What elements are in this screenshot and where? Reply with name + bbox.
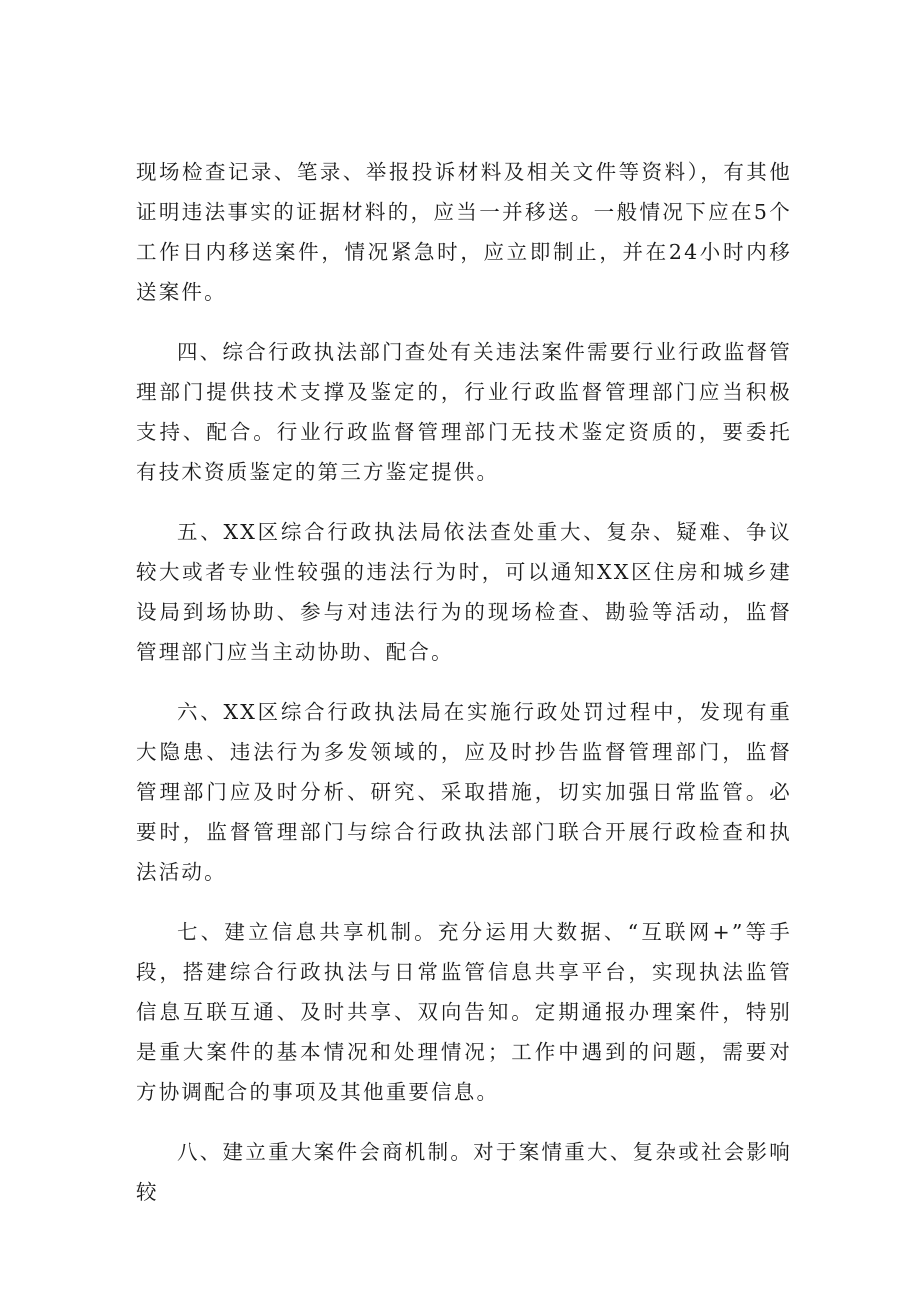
document-body <box>136 152 792 1232</box>
paragraph-item-8: 八、建立重大案件会商机制。对于案情重大、复杂或社会影响较 <box>136 1140 792 1204</box>
paragraph-item-5: 五、XX区综合行政执法局依法查处重大、复杂、疑难、争议较大或者专业性较强的违法行为时，可以通知XX区住房和城乡建设局到场协助、参与对违法行为的现场检查、勘验等活动，监督管理部门应当主动协助、配合。 <box>136 520 792 664</box>
paragraph-continuation: 现场检查记录、笔录、举报投诉材料及相关文件等资料），有其他证明违法事实的证据材料的，应当一并移送。一般情况下应在5个工作日内移送案件，情况紧急时，应立即制止，并在24小时内移送案件。 <box>136 160 792 304</box>
paragraph-item-6: 六、XX区综合行政执法局在实施行政处罚过程中，发现有重大隐患、违法行为多发领域的，应及时抄告监督管理部门，监督管理部门应及时分析、研究、采取措施，切实加强日常监管。必要时，监督管理部门与综合行政执法部门联合开展行政检查和执法活动。 <box>136 700 792 884</box>
paragraph-item-4: 四、综合行政执法部门查处有关违法案件需要行业行政监督管理部门提供技术支撑及鉴定的，行业行政监督管理部门应当积极支持、配合。行业行政监督管理部门无技术鉴定资质的，要委托有技术资质鉴定的第三方鉴定提供。 <box>136 340 792 484</box>
paragraph-item-7: 七、建立信息共享机制。充分运用大数据、“互联网+”等手段，搭建综合行政执法与日常监管信息共享平台，实现执法监管信息互联互通、及时共享、双向告知。定期通报办理案件，特别是重大案件的基本情况和处理情况；工作中遇到的问题，需要对方协调配合的事项及其他重要信息。 <box>136 920 792 1104</box>
